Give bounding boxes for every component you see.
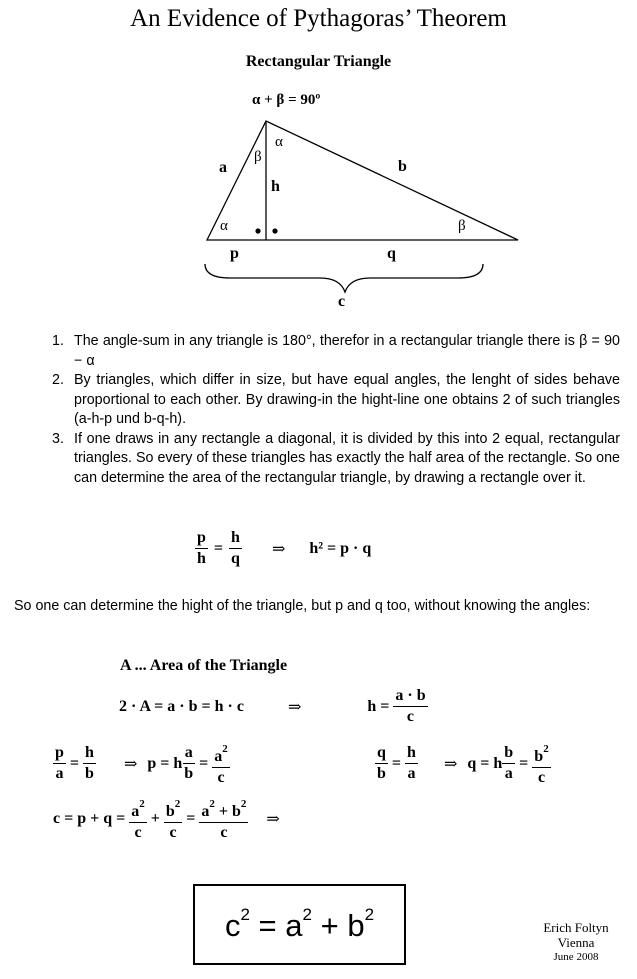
author-date: June 2008 <box>553 951 599 963</box>
beta-top-label: β <box>254 149 262 165</box>
alpha-bottom-label: α <box>220 218 228 234</box>
author-name: Erich Foltyn <box>543 920 609 935</box>
list-item: 3. If one draws in any rectangle a diagonal, it is divided by this into 2 equal, rectangular triangles. So every of these triangles has exactly the half area of the rectangle. So one can determine the area of the rectangular triangle, by drawing a rectangle over it. <box>52 430 620 486</box>
equation-area: 2 · A = a · b = h · c ⇒ h = $\frac{a \cdot b}{c}$ <box>119 687 426 725</box>
curly-brace-c <box>205 264 483 292</box>
segment-p-label: p <box>230 245 239 262</box>
area-definition: A ... Area of the Triangle <box>120 657 288 674</box>
triangle-diagram <box>0 0 637 330</box>
body-paragraph: So one can determine the hight of the triangle, but p and q too, without knowing the angles: <box>14 598 591 614</box>
height-h-label: h <box>271 178 280 195</box>
triangle-outline <box>207 121 518 240</box>
right-angle-dot-left <box>255 228 260 233</box>
equation-c: c = p + q = $\frac{a^2}{c}$ + $\frac{b^2}{c}$ = $\frac{a^2 + b^2}{c}$ ⇒ <box>53 794 280 843</box>
equation-result: h² = p · q <box>309 539 372 557</box>
implies-arrow: ⇒ <box>266 810 280 828</box>
numbered-list <box>52 332 620 488</box>
side-a-label: a <box>219 159 227 176</box>
side-c-label: c <box>338 293 346 310</box>
equation-similarity: $\frac{p}{h}$ = $\frac{h}{q}$ ⇒ h² = p · q <box>197 529 372 567</box>
signature <box>528 920 624 965</box>
implies-arrow: ⇒ <box>443 755 458 773</box>
implies-arrow: ⇒ <box>123 755 138 773</box>
page-title: An Evidence of Pythagoras’ Theorem <box>130 5 507 32</box>
author-city: Vienna <box>557 935 595 950</box>
final-theorem-box: $c^2 = a^2 + b^2$ <box>193 884 406 965</box>
implies-arrow: ⇒ <box>287 698 302 716</box>
side-b-label: b <box>398 158 407 175</box>
list-item: 1. The angle-sum in any triangle is 180°, therefor in a rectangular triangle there is β = 90 − α <box>52 333 620 369</box>
list-item: 2. By triangles, which differ in size, but have equal angles, the lenght of sides behave proportional to each other. By drawing-in the hight-line one obtains 2 of such triangles (a-h-p und b-q-h). <box>52 372 620 427</box>
angle-sum-label: α + β = 90º <box>252 92 321 108</box>
alpha-top-label: α <box>275 134 283 150</box>
equation-p: $\frac{p}{a}$ = $\frac{h}{b}$ ⇒ p = h $\frac{a}{b}$ = $\frac{a^2}{c}$ <box>53 739 230 788</box>
beta-bottom-label: β <box>458 218 466 234</box>
implies-arrow: ⇒ <box>271 540 286 558</box>
right-angle-dot-right <box>272 228 277 233</box>
segment-q-label: q <box>387 245 396 262</box>
equation-q: $\frac{q}{b}$ = $\frac{h}{a}$ ⇒ q = h $\frac{b}{a}$ = $\frac{b^2}{c}$ <box>375 739 551 788</box>
diagram-subtitle: Rectangular Triangle <box>245 53 392 70</box>
